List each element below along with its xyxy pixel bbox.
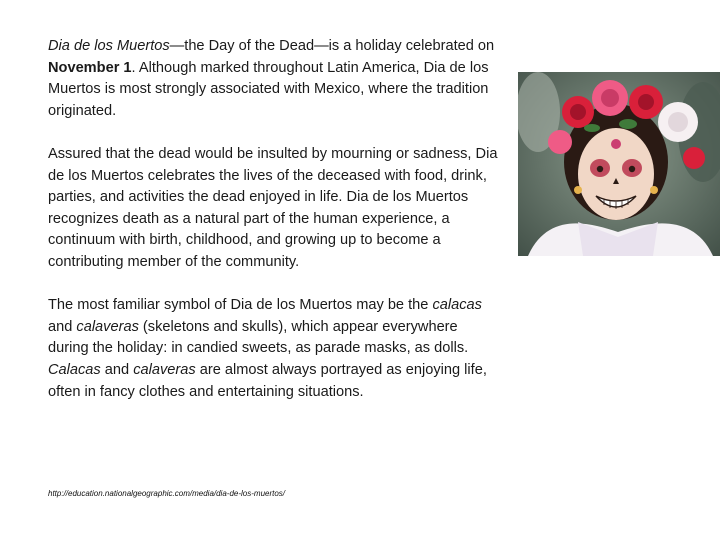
source-link[interactable]: http://education.nationalgeographic.com/media/dia-de-los-muertos/ [48,489,286,498]
text-segment: Dia de los Muertos [48,38,170,54]
paragraph-intro [48,36,498,122]
text-segment: November 1 [48,59,132,76]
text-segment: (skeletons and skulls), which appear everywhere during the holiday: in candied sweets, as parade masks, as dolls. [48,318,469,357]
text-segment: and [48,318,77,335]
text-segment: . Although marked throughout Latin America, Dia de los Muertos is most strongly associated with Mexico, where the tradition originated. [48,59,489,119]
article-body [48,36,498,425]
text-segment: calaveras [133,361,196,378]
text-segment: Assured that the dead would be insulted by mourning or sadness, Dia de los Muertos celebrates the lives of the deceased with food, drink, parties, and activities the dead enjoyed in life. Dia de los Muertos recognizes death as a natural part of the human experience, a continuum with birth, childhood, and growing up to become a contributing member of the community. [48,145,498,270]
text-segment: calacas [432,297,482,314]
text-segment: are almost always portrayed as enjoying life, often in fancy clothes and entertaining situations. [48,361,487,400]
paragraph-meaning [48,144,498,274]
text-segment: Calacas [48,361,101,378]
paragraph-symbols [48,295,498,403]
text-segment: and [100,361,134,378]
text-segment: The most familiar symbol of Dia de los Muertos may be the [48,297,433,314]
text-segment: calaveras [76,318,139,335]
photo-girl-with-catrina-makeup [518,72,720,256]
text-segment: —the Day of the Dead—is a holiday celebrated on [169,38,495,54]
